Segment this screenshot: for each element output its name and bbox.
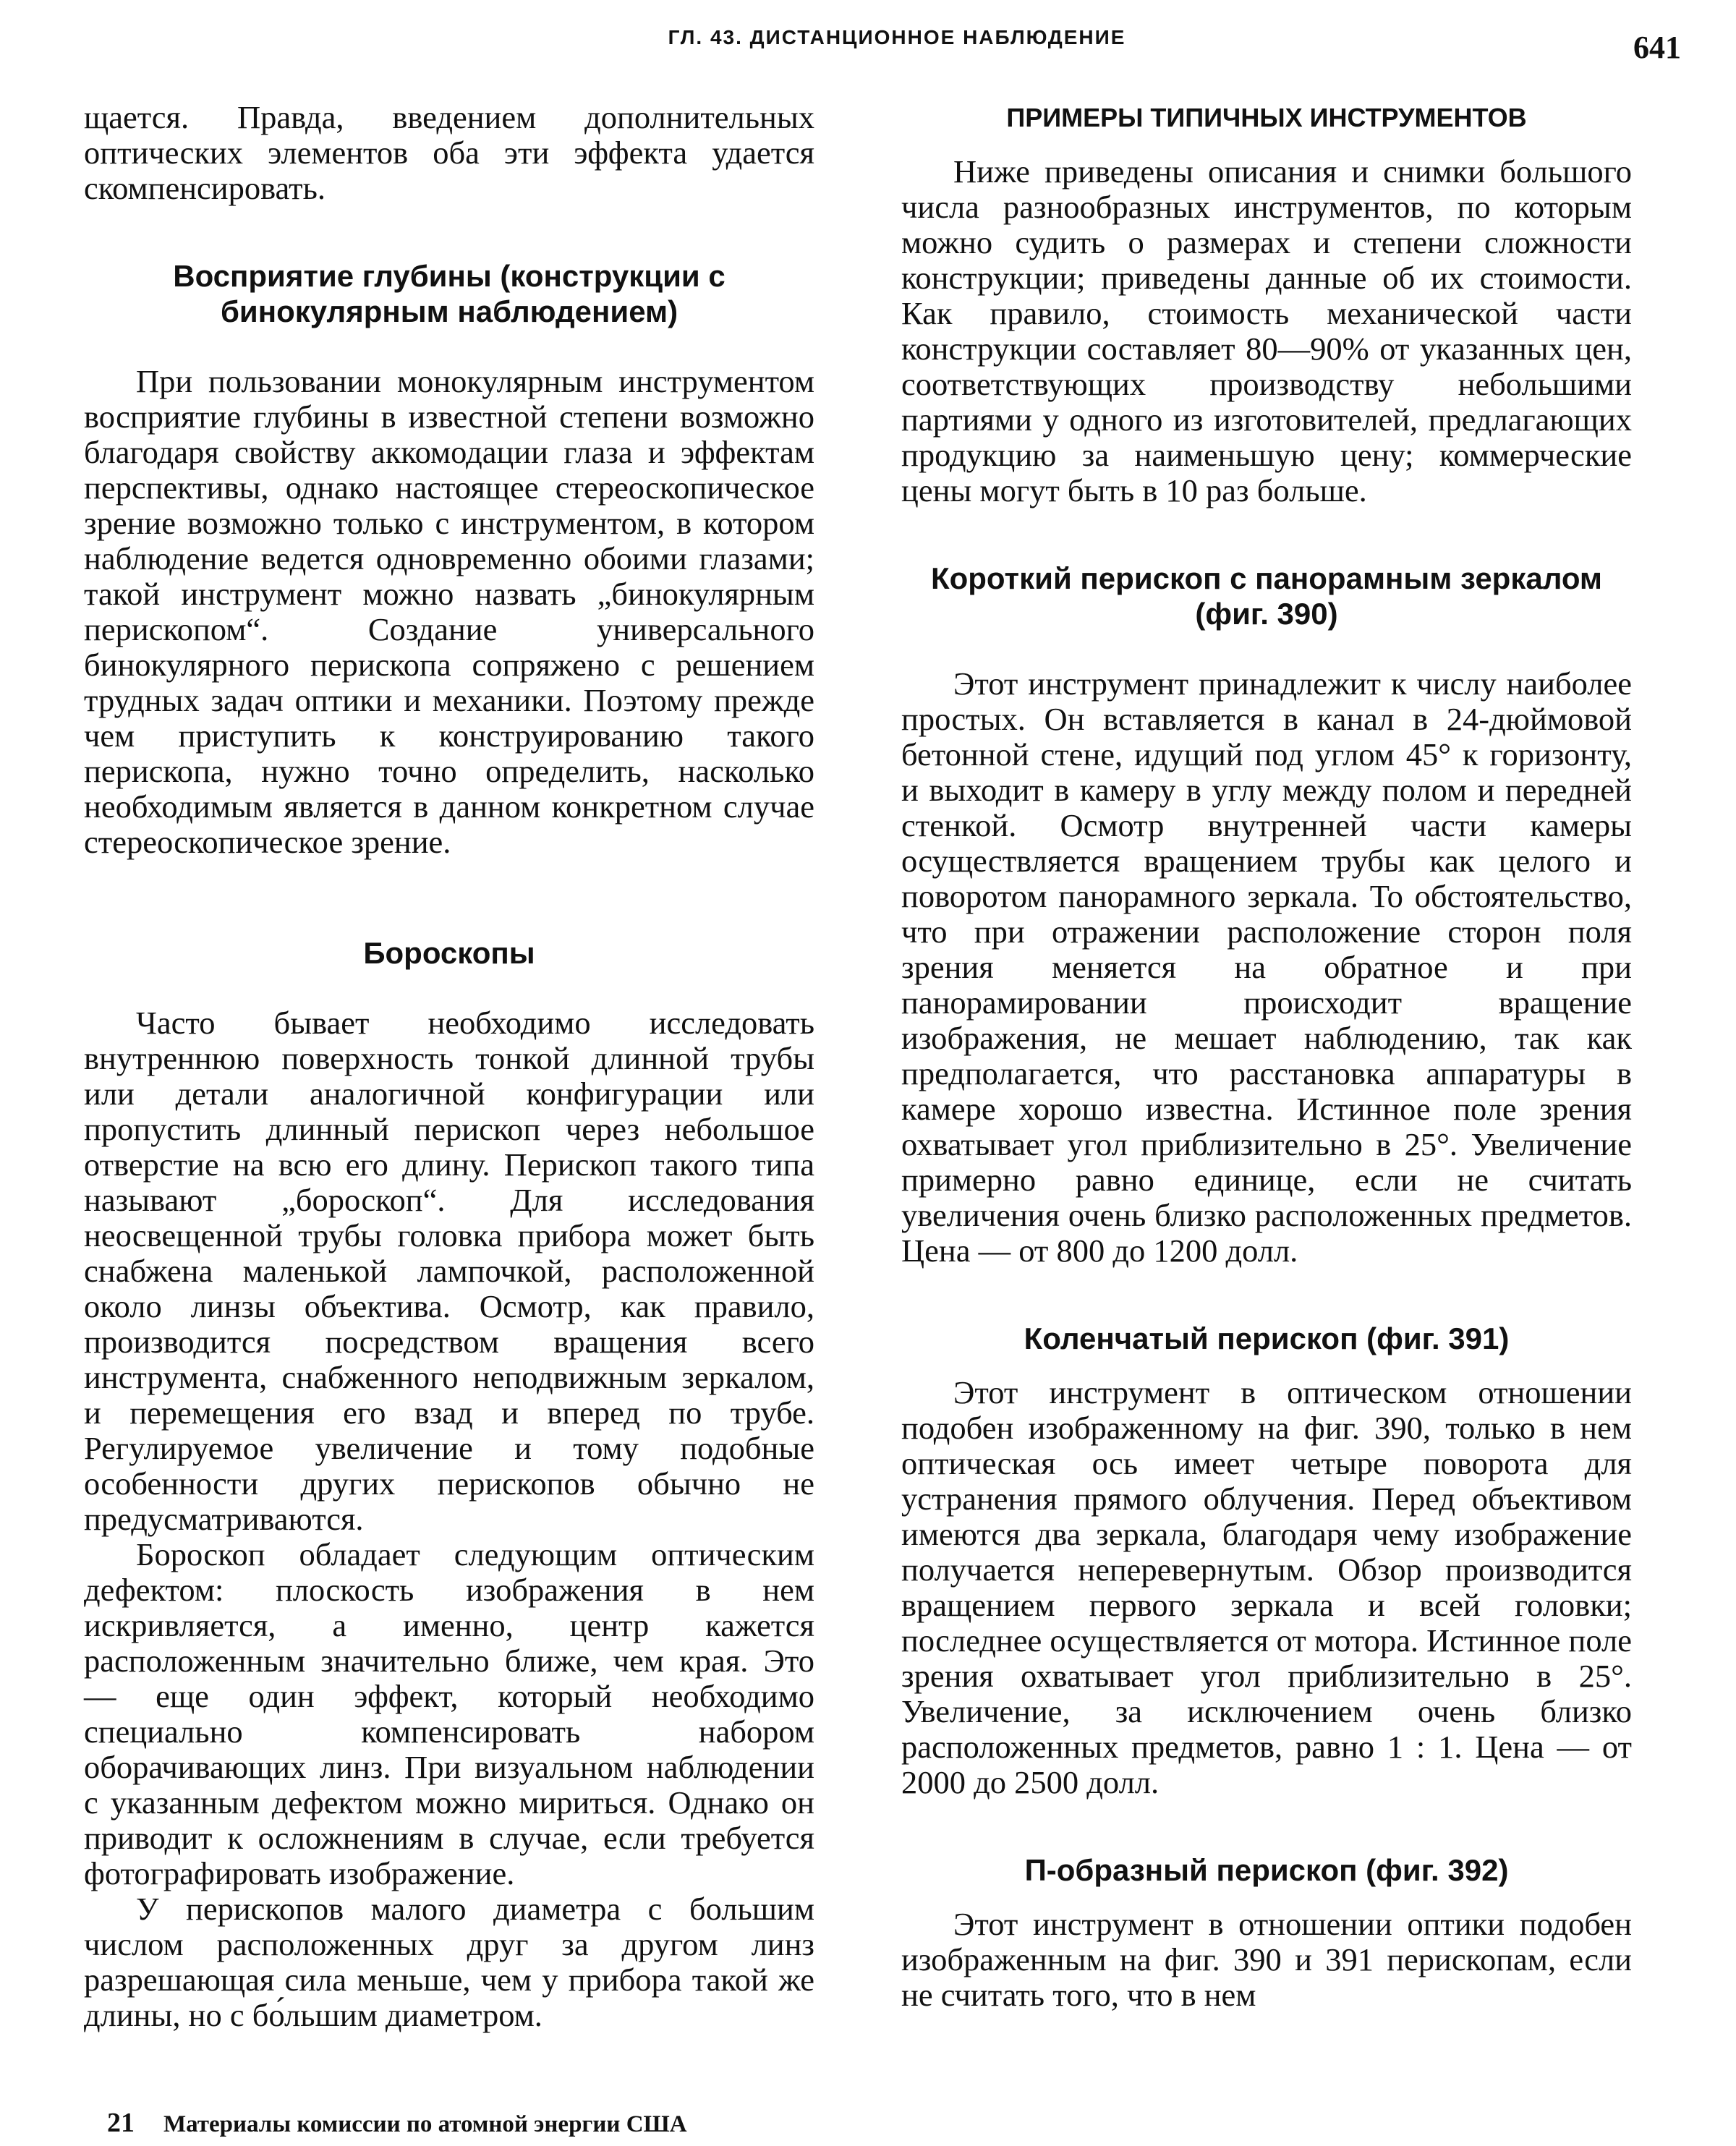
spacer [84, 971, 814, 1005]
boroscopes-paragraph-1: Часто бывает необходимо исследовать внутреннюю поверхность тонкой длинной трубы или детали аналогичной конфигурации или пропустить длинный перископ через небольшое отверстие на всю его длину. Перископ такого типа называют „бороскоп“. Для исследования неосвещенной трубы головка прибора может быть снабжена маленькой лампочкой, расположенной около линзы объектива. Осмотр, как правило, производится посредством вращения всего инструмента, снабженного неподвижным зеркалом, и перемещения его взад и вперед по трубе. Регулируемое увеличение и тому подобные особенности других перископов обычно не предусматриваются. [84, 1005, 814, 1537]
boroscopes-paragraph-3: У перископов малого диаметра с большим числом расположенных друг за другом линз разрешающая сила меньше, чем у прибора такой же длины, но с бо́льшим диаметром. [84, 1891, 814, 2033]
spacer [901, 631, 1632, 666]
cranked-periscope-heading: Коленчатый перископ (фиг. 391) [1024, 1321, 1510, 1355]
spacer [84, 206, 814, 258]
boroscopes-paragraph-2: Бороскоп обладает следующим оптическим дефектом: плоскость изображения в нем искривляется, а именно, центр кажется расположенным значительно ближе, чем края. Это — еще один эффект, который необходимо специально компенсировать набором оборачивающих линз. При визуальном наблюдении с указанным дефектом можно мириться. Однако он приводит к осложнениям в случае, если требуется фотографировать изображение. [84, 1536, 814, 1891]
cranked-periscope-paragraph: Этот инструмент в оптическом отношении подобен изображенному на фиг. 390, только в нем оптическая ось имеет четыре поворота для устранения прямого облучения. Перед объективом имеются два зеркала, благодаря чему изображение получается неперевернутым. Обзор производится вращением первого зеркала и всей головки; последнее осуществляется от мотора. Истинное поле зрения охватывает угол приблизительно в 25°. Увеличение, за исключением очень близко расположенных предметов, равно 1 : 1. Цена — от 2000 до 2500 долл. [901, 1374, 1632, 1800]
signature-mark: 21 [107, 2108, 135, 2138]
u-periscope-paragraph: Этот инструмент в отношении оптики подобен изображенным на фиг. 390 и 391 перископам, если не считать того, что в нем [901, 1906, 1632, 2013]
examples-paragraph: Ниже приведены описания и снимки большого числа разнообразных инструментов, по которым можно судить о размерах и степени сложности конструкции; приведены данные об их стоимости. Как правило, стоимость механической части конструкции составляет 80—90% от указанных цен, соответствующих производству небольшими партиями у одного из изготовителей, предлагающих продукцию за наименьшую цену; коммерческие цены могут быть в 10 раз больше. [901, 153, 1632, 508]
spacer [901, 135, 1632, 154]
spacer [901, 1356, 1632, 1375]
depth-perception-heading: Восприятие глубины (конструкции с бинокулярным наблюдением) [173, 259, 726, 328]
boroscopes-heading: Бороскопы [363, 936, 535, 970]
publication-title: Материалы комиссии по атомной энергии США [163, 2111, 687, 2137]
spacer [84, 860, 814, 935]
running-title: ГЛ. 43. ДИСТАНЦИОННОЕ НАБЛЮДЕНИЕ [668, 26, 1126, 48]
examples-heading: ПРИМЕРЫ ТИПИЧНЫХ ИНСТРУМЕНТОВ [1006, 103, 1527, 132]
left-column [84, 100, 814, 2033]
spacer [901, 1888, 1632, 1907]
page-footer [107, 2107, 687, 2139]
page-number: 641 [1633, 30, 1681, 65]
spacer [901, 1800, 1632, 1852]
continuation-paragraph: щается. Правда, введением дополнительных оптических элементов оба эти эффекта удается скомпенсировать. [84, 99, 814, 206]
depth-perception-paragraph: При пользовании монокулярным инструментом восприятие глубины в известной степени возможно благодаря свойству аккомодации глаза и эффектам перспективы, однако настоящее стереоскопическое зрение возможно только с инструментом, в котором наблюдение ведется одновременно обоими глазами; такой инструмент можно назвать „бинокулярным перископом“. Создание универсального бинокулярного перископа сопряжено с решением трудных задач оптики и механики. Поэтому прежде чем приступить к конструированию такого перископа, нужно точно определить, насколько необходимым является в данном конкретном случае стереоскопическое зрение. [84, 363, 814, 860]
right-column [901, 100, 1632, 2013]
short-periscope-heading: Короткий перископ с панорамным зеркалом (фиг. 390) [930, 561, 1603, 631]
spacer [901, 1269, 1632, 1321]
spacer [84, 329, 814, 364]
u-periscope-heading: П-образный перископ (фиг. 392) [1024, 1853, 1509, 1887]
short-periscope-paragraph: Этот инструмент принадлежит к числу наиболее простых. Он вставляется в канал в 24-дюймовой бетонной стене, идущий под углом 45° к горизонту, и выходит в камеру в углу между полом и передней стенкой. Осмотр внутренней части камеры осуществляется вращением трубы как целого и поворотом панорамного зеркала. То обстоятельство, что при отражении расположение сторон поля зрения меняется на обратное и при панорамировании происходит вращение изображения, не мешает наблюдению, так как предполагается, что расстановка аппаратуры в камере хорошо известна. Истинное поле зрения охватывает угол приблизительно в 25°. Увеличение примерно равно единице, если не считать увеличения очень близко расположенных предметов. Цена — от 800 до 1200 долл. [901, 665, 1632, 1269]
spacer [901, 508, 1632, 561]
